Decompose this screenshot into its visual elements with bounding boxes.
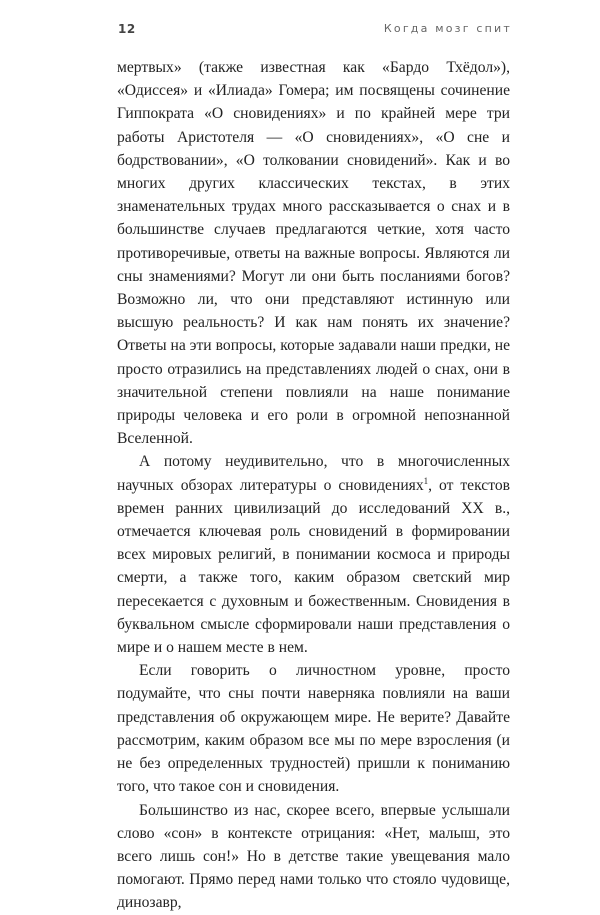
running-title: Когда мозг спит xyxy=(383,22,512,35)
paragraph: Большинство из нас, скорее всего, впервые услышали слово «сон» в контексте отрицания: «Нет, малыш, это всего лишь сон!» Но в детстве такие увещевания мало помогают. Прямо перед нами только что стояло чудовище, динозавр, xyxy=(117,801,510,912)
footnote-marker: 1 xyxy=(423,475,429,486)
paragraph: Если говорить о личностном уровне, просто подумайте, что сны почти наверняка повлияли на ваши представления об окружающем мире. Не верите? Давайте рассмотрим, каким образом все мы по мере взросления (и не без определенных трудностей) пришли к пониманию того, что такое сон и сновидения. xyxy=(117,662,510,796)
paragraph-text: А потому неудивительно, что в многочисленных научных обзорах литературы о сновидениях xyxy=(117,453,510,494)
paragraph-text: , от текстов времен ранних цивилизаций до исследований XX в., отмечается ключевая роль сновидений в формировании всех мировых религий, в понимании космоса и природы смерти, а также того, каким образом светский мир пересекается с духовным и божественным. Сновидения в буквальном смысле сформировали наши представления о мире и о нашем месте в нем. xyxy=(117,476,510,657)
body-text xyxy=(117,56,510,915)
paragraph: мертвых» (также известная как «Бардо Тхёдол»), «Одиссея» и «Илиада» Гомера; им посвящены сочинение Гиппократа «О сновидениях» и по крайней мере три работы Аристотеля — «О сновидениях», «О сне и бодрствовании», «О толковании сновидений». Как и во многих других классических текстах, в этих знаменательных трудах много рассказывается о снах и в большинстве случаев предлагаются четкие, хотя часто противоречивые, ответы на важные вопросы. Являются ли сны знамениями? Могут ли они быть посланиями богов? Возможно ли, что они представляют истинную или высшую реальность? И как нам понять их значение? Ответы на эти вопросы, которые задавали наши предки, не просто отразились на представлениях людей о снах, они в значительной степени повлияли на наше понимание природы человека и его роли в огромной непознанной Вселенной. xyxy=(117,59,510,448)
page-number: 12 xyxy=(118,22,136,36)
paragraph xyxy=(117,450,510,659)
